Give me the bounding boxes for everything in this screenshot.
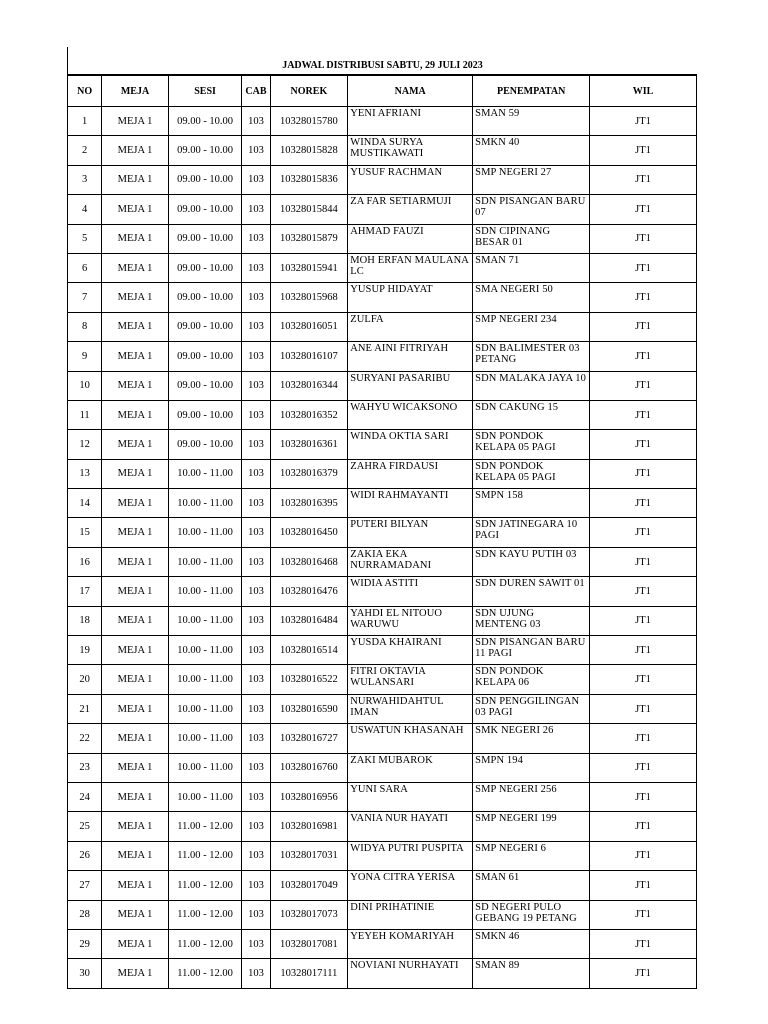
cell-meja: MEJA 1 xyxy=(102,459,169,488)
table-row xyxy=(68,900,697,929)
cell-wil: JT1 xyxy=(590,665,697,694)
cell-norek: 10328016981 xyxy=(270,812,348,841)
table-body xyxy=(68,107,697,989)
table-row xyxy=(68,165,697,194)
cell-no: 30 xyxy=(68,959,102,988)
cell-penempatan: SMA NEGERI 50 xyxy=(473,283,590,312)
cell-meja: MEJA 1 xyxy=(102,312,169,341)
cell-sesi: 10.00 - 11.00 xyxy=(168,665,242,694)
cell-penempatan: SDN PONDOK KELAPA 05 PAGI xyxy=(473,459,590,488)
cell-penempatan: SDN JATINEGARA 10 PAGI xyxy=(473,518,590,547)
cell-sesi: 09.00 - 10.00 xyxy=(168,165,242,194)
cell-norek: 10328015968 xyxy=(270,283,348,312)
cell-nama: YAHDI EL NITOUO WARUWU xyxy=(348,606,473,635)
cell-nama: DINI PRIHATINIE xyxy=(348,900,473,929)
cell-cab: 103 xyxy=(242,136,270,165)
cell-meja: MEJA 1 xyxy=(102,136,169,165)
cell-penempatan: SDN PISANGAN BARU 11 PAGI xyxy=(473,636,590,665)
cell-nama: YUSUP HIDAYAT xyxy=(348,283,473,312)
cell-meja: MEJA 1 xyxy=(102,107,169,136)
cell-wil: JT1 xyxy=(590,430,697,459)
cell-wil: JT1 xyxy=(590,577,697,606)
cell-norek: 10328016514 xyxy=(270,636,348,665)
cell-penempatan: SDN PENGGILINGAN 03 PAGI xyxy=(473,694,590,723)
cell-meja: MEJA 1 xyxy=(102,165,169,194)
cell-no: 19 xyxy=(68,636,102,665)
cell-meja: MEJA 1 xyxy=(102,577,169,606)
table-row xyxy=(68,371,697,400)
cell-wil: JT1 xyxy=(590,136,697,165)
table-row xyxy=(68,107,697,136)
cell-no: 23 xyxy=(68,753,102,782)
cell-penempatan: SDN CAKUNG 15 xyxy=(473,400,590,429)
cell-wil: JT1 xyxy=(590,371,697,400)
cell-no: 12 xyxy=(68,430,102,459)
cell-nama: NOVIANI NURHAYATI xyxy=(348,959,473,988)
cell-no: 8 xyxy=(68,312,102,341)
table-row xyxy=(68,871,697,900)
cell-nama: MOH ERFAN MAULANA LC xyxy=(348,253,473,282)
cell-no: 15 xyxy=(68,518,102,547)
cell-nama: WINDA SURYA MUSTIKAWATI xyxy=(348,136,473,165)
cell-wil: JT1 xyxy=(590,724,697,753)
cell-cab: 103 xyxy=(242,606,270,635)
cell-norek: 10328016450 xyxy=(270,518,348,547)
cell-norek: 10328016344 xyxy=(270,371,348,400)
cell-cab: 103 xyxy=(242,224,270,253)
table-row xyxy=(68,224,697,253)
cell-wil: JT1 xyxy=(590,518,697,547)
cell-norek: 10328016484 xyxy=(270,606,348,635)
header-norek: NOREK xyxy=(270,76,348,107)
cell-nama: VANIA NUR HAYATI xyxy=(348,812,473,841)
cell-cab: 103 xyxy=(242,665,270,694)
cell-wil: JT1 xyxy=(590,606,697,635)
cell-meja: MEJA 1 xyxy=(102,841,169,870)
cell-norek: 10328017049 xyxy=(270,871,348,900)
cell-sesi: 10.00 - 11.00 xyxy=(168,489,242,518)
table-row xyxy=(68,459,697,488)
cell-no: 1 xyxy=(68,107,102,136)
cell-cab: 103 xyxy=(242,694,270,723)
table-row xyxy=(68,283,697,312)
cell-nama: ZAKIA EKA NURRAMADANI xyxy=(348,547,473,576)
cell-wil: JT1 xyxy=(590,165,697,194)
cell-penempatan: SMP NEGERI 234 xyxy=(473,312,590,341)
cell-meja: MEJA 1 xyxy=(102,871,169,900)
cell-norek: 10328017081 xyxy=(270,929,348,958)
cell-meja: MEJA 1 xyxy=(102,547,169,576)
header-meja: MEJA xyxy=(102,76,169,107)
cell-sesi: 11.00 - 12.00 xyxy=(168,812,242,841)
header-penempatan: PENEMPATAN xyxy=(473,76,590,107)
cell-penempatan: SDN DUREN SAWIT 01 xyxy=(473,577,590,606)
cell-nama: YUSDA KHAIRANI xyxy=(348,636,473,665)
cell-nama: WIDYA PUTRI PUSPITA xyxy=(348,841,473,870)
cell-penempatan: SMK NEGERI 26 xyxy=(473,724,590,753)
cell-no: 9 xyxy=(68,342,102,371)
cell-wil: JT1 xyxy=(590,195,697,224)
table-row xyxy=(68,636,697,665)
table-row xyxy=(68,430,697,459)
cell-wil: JT1 xyxy=(590,812,697,841)
cell-sesi: 10.00 - 11.00 xyxy=(168,636,242,665)
cell-penempatan: SDN BALIMESTER 03 PETANG xyxy=(473,342,590,371)
cell-nama: AHMAD FAUZI xyxy=(348,224,473,253)
cell-no: 29 xyxy=(68,929,102,958)
cell-sesi: 10.00 - 11.00 xyxy=(168,577,242,606)
table-row xyxy=(68,136,697,165)
cell-no: 21 xyxy=(68,694,102,723)
cell-nama: FITRI OKTAVIA WULANSARI xyxy=(348,665,473,694)
cell-no: 18 xyxy=(68,606,102,635)
cell-wil: JT1 xyxy=(590,489,697,518)
cell-no: 3 xyxy=(68,165,102,194)
cell-wil: JT1 xyxy=(590,871,697,900)
cell-wil: JT1 xyxy=(590,342,697,371)
cell-penempatan: SMPN 194 xyxy=(473,753,590,782)
cell-cab: 103 xyxy=(242,753,270,782)
cell-no: 11 xyxy=(68,400,102,429)
cell-penempatan: SMAN 89 xyxy=(473,959,590,988)
cell-meja: MEJA 1 xyxy=(102,371,169,400)
cell-penempatan: SMAN 71 xyxy=(473,253,590,282)
cell-cab: 103 xyxy=(242,489,270,518)
cell-penempatan: SMP NEGERI 27 xyxy=(473,165,590,194)
cell-sesi: 11.00 - 12.00 xyxy=(168,841,242,870)
distribution-table xyxy=(67,75,697,989)
cell-no: 27 xyxy=(68,871,102,900)
cell-wil: JT1 xyxy=(590,929,697,958)
cell-cab: 103 xyxy=(242,900,270,929)
cell-norek: 10328016379 xyxy=(270,459,348,488)
cell-sesi: 11.00 - 12.00 xyxy=(168,871,242,900)
cell-no: 24 xyxy=(68,782,102,811)
cell-sesi: 09.00 - 10.00 xyxy=(168,253,242,282)
cell-sesi: 10.00 - 11.00 xyxy=(168,606,242,635)
cell-no: 5 xyxy=(68,224,102,253)
cell-cab: 103 xyxy=(242,107,270,136)
cell-norek: 10328015828 xyxy=(270,136,348,165)
cell-nama: WIDI RAHMAYANTI xyxy=(348,489,473,518)
table-row xyxy=(68,253,697,282)
cell-penempatan: SMP NEGERI 199 xyxy=(473,812,590,841)
cell-no: 16 xyxy=(68,547,102,576)
cell-meja: MEJA 1 xyxy=(102,224,169,253)
cell-nama: ZAHRA FIRDAUSI xyxy=(348,459,473,488)
cell-nama: YUSUF RACHMAN xyxy=(348,165,473,194)
cell-meja: MEJA 1 xyxy=(102,606,169,635)
cell-wil: JT1 xyxy=(590,107,697,136)
table-row xyxy=(68,400,697,429)
cell-norek: 10328017073 xyxy=(270,900,348,929)
cell-cab: 103 xyxy=(242,577,270,606)
cell-wil: JT1 xyxy=(590,900,697,929)
cell-norek: 10328016107 xyxy=(270,342,348,371)
cell-norek: 10328015879 xyxy=(270,224,348,253)
cell-wil: JT1 xyxy=(590,253,697,282)
cell-penempatan: SD NEGERI PULO GEBANG 19 PETANG xyxy=(473,900,590,929)
cell-no: 13 xyxy=(68,459,102,488)
cell-meja: MEJA 1 xyxy=(102,518,169,547)
cell-no: 2 xyxy=(68,136,102,165)
cell-no: 26 xyxy=(68,841,102,870)
cell-nama: SURYANI PASARIBU xyxy=(348,371,473,400)
header-sesi: SESI xyxy=(168,76,242,107)
cell-nama: WIDIA ASTITI xyxy=(348,577,473,606)
cell-norek: 10328015844 xyxy=(270,195,348,224)
cell-wil: JT1 xyxy=(590,224,697,253)
cell-cab: 103 xyxy=(242,342,270,371)
cell-nama: USWATUN KHASANAH xyxy=(348,724,473,753)
cell-no: 10 xyxy=(68,371,102,400)
cell-cab: 103 xyxy=(242,929,270,958)
table-row xyxy=(68,782,697,811)
cell-wil: JT1 xyxy=(590,312,697,341)
cell-cab: 103 xyxy=(242,165,270,194)
cell-norek: 10328016522 xyxy=(270,665,348,694)
cell-sesi: 09.00 - 10.00 xyxy=(168,224,242,253)
table-row xyxy=(68,342,697,371)
cell-wil: JT1 xyxy=(590,283,697,312)
cell-norek: 10328016361 xyxy=(270,430,348,459)
cell-cab: 103 xyxy=(242,812,270,841)
cell-sesi: 10.00 - 11.00 xyxy=(168,459,242,488)
cell-penempatan: SDN PONDOK KELAPA 06 xyxy=(473,665,590,694)
cell-norek: 10328016395 xyxy=(270,489,348,518)
cell-nama: NURWAHIDAHTUL IMAN xyxy=(348,694,473,723)
cell-sesi: 09.00 - 10.00 xyxy=(168,430,242,459)
cell-meja: MEJA 1 xyxy=(102,342,169,371)
cell-meja: MEJA 1 xyxy=(102,694,169,723)
table-header-row xyxy=(68,76,697,107)
header-wil: WIL xyxy=(590,76,697,107)
cell-norek: 10328016051 xyxy=(270,312,348,341)
cell-nama: WINDA OKTIA SARI xyxy=(348,430,473,459)
cell-penempatan: SMKN 46 xyxy=(473,929,590,958)
cell-nama: YONA CITRA YERISA xyxy=(348,871,473,900)
cell-sesi: 10.00 - 11.00 xyxy=(168,724,242,753)
cell-sesi: 10.00 - 11.00 xyxy=(168,694,242,723)
cell-wil: JT1 xyxy=(590,782,697,811)
cell-meja: MEJA 1 xyxy=(102,753,169,782)
cell-no: 17 xyxy=(68,577,102,606)
cell-nama: ZA FAR SETIARMUJI xyxy=(348,195,473,224)
cell-norek: 10328016760 xyxy=(270,753,348,782)
table-row xyxy=(68,312,697,341)
cell-sesi: 09.00 - 10.00 xyxy=(168,342,242,371)
cell-meja: MEJA 1 xyxy=(102,900,169,929)
cell-sesi: 09.00 - 10.00 xyxy=(168,195,242,224)
cell-sesi: 09.00 - 10.00 xyxy=(168,371,242,400)
cell-penempatan: SDN CIPINANG BESAR 01 xyxy=(473,224,590,253)
page-title: JADWAL DISTRIBUSI SABTU, 29 JULI 2023 xyxy=(67,47,697,75)
header-nama: NAMA xyxy=(348,76,473,107)
cell-cab: 103 xyxy=(242,871,270,900)
cell-cab: 103 xyxy=(242,253,270,282)
cell-cab: 103 xyxy=(242,724,270,753)
cell-nama: ZAKI MUBAROK xyxy=(348,753,473,782)
table-row xyxy=(68,518,697,547)
cell-meja: MEJA 1 xyxy=(102,283,169,312)
cell-sesi: 11.00 - 12.00 xyxy=(168,929,242,958)
cell-norek: 10328016727 xyxy=(270,724,348,753)
cell-meja: MEJA 1 xyxy=(102,812,169,841)
cell-cab: 103 xyxy=(242,636,270,665)
cell-cab: 103 xyxy=(242,841,270,870)
cell-penempatan: SMKN 40 xyxy=(473,136,590,165)
table-row xyxy=(68,753,697,782)
cell-penempatan: SDN PONDOK KELAPA 05 PAGI xyxy=(473,430,590,459)
cell-cab: 103 xyxy=(242,283,270,312)
cell-cab: 103 xyxy=(242,959,270,988)
cell-meja: MEJA 1 xyxy=(102,929,169,958)
cell-no: 25 xyxy=(68,812,102,841)
cell-wil: JT1 xyxy=(590,753,697,782)
table-row xyxy=(68,606,697,635)
cell-cab: 103 xyxy=(242,400,270,429)
cell-penempatan: SDN MALAKA JAYA 10 xyxy=(473,371,590,400)
cell-cab: 103 xyxy=(242,782,270,811)
cell-sesi: 11.00 - 12.00 xyxy=(168,959,242,988)
cell-nama: YUNI SARA xyxy=(348,782,473,811)
cell-penempatan: SDN PISANGAN BARU 07 xyxy=(473,195,590,224)
cell-norek: 10328015780 xyxy=(270,107,348,136)
cell-nama: PUTERI BILYAN xyxy=(348,518,473,547)
table-row xyxy=(68,665,697,694)
cell-wil: JT1 xyxy=(590,636,697,665)
table-row xyxy=(68,959,697,988)
cell-norek: 10328016956 xyxy=(270,782,348,811)
cell-penempatan: SDN KAYU PUTIH 03 xyxy=(473,547,590,576)
cell-cab: 103 xyxy=(242,518,270,547)
cell-sesi: 09.00 - 10.00 xyxy=(168,136,242,165)
cell-norek: 10328016590 xyxy=(270,694,348,723)
cell-norek: 10328015941 xyxy=(270,253,348,282)
cell-penempatan: SMP NEGERI 6 xyxy=(473,841,590,870)
table-row xyxy=(68,547,697,576)
cell-sesi: 10.00 - 11.00 xyxy=(168,547,242,576)
cell-sesi: 11.00 - 12.00 xyxy=(168,900,242,929)
cell-cab: 103 xyxy=(242,459,270,488)
cell-sesi: 10.00 - 11.00 xyxy=(168,782,242,811)
cell-cab: 103 xyxy=(242,312,270,341)
table-row xyxy=(68,195,697,224)
table-row xyxy=(68,694,697,723)
cell-no: 14 xyxy=(68,489,102,518)
cell-sesi: 09.00 - 10.00 xyxy=(168,283,242,312)
cell-nama: WAHYU WICAKSONO xyxy=(348,400,473,429)
cell-meja: MEJA 1 xyxy=(102,253,169,282)
cell-penempatan: SMP NEGERI 256 xyxy=(473,782,590,811)
cell-penempatan: SMAN 59 xyxy=(473,107,590,136)
table-row xyxy=(68,929,697,958)
cell-meja: MEJA 1 xyxy=(102,489,169,518)
cell-cab: 103 xyxy=(242,371,270,400)
cell-no: 20 xyxy=(68,665,102,694)
table-row xyxy=(68,724,697,753)
cell-wil: JT1 xyxy=(590,400,697,429)
cell-cab: 103 xyxy=(242,430,270,459)
cell-sesi: 09.00 - 10.00 xyxy=(168,107,242,136)
cell-meja: MEJA 1 xyxy=(102,430,169,459)
cell-penempatan: SMAN 61 xyxy=(473,871,590,900)
cell-norek: 10328015836 xyxy=(270,165,348,194)
table-row xyxy=(68,841,697,870)
cell-norek: 10328016468 xyxy=(270,547,348,576)
cell-no: 28 xyxy=(68,900,102,929)
cell-no: 22 xyxy=(68,724,102,753)
cell-meja: MEJA 1 xyxy=(102,724,169,753)
cell-meja: MEJA 1 xyxy=(102,636,169,665)
table-row xyxy=(68,577,697,606)
distribution-sheet xyxy=(67,47,697,989)
table-row xyxy=(68,489,697,518)
cell-wil: JT1 xyxy=(590,959,697,988)
cell-wil: JT1 xyxy=(590,694,697,723)
header-cab: CAB xyxy=(242,76,270,107)
cell-sesi: 09.00 - 10.00 xyxy=(168,400,242,429)
cell-meja: MEJA 1 xyxy=(102,665,169,694)
cell-wil: JT1 xyxy=(590,547,697,576)
cell-norek: 10328016476 xyxy=(270,577,348,606)
cell-nama: ZULFA xyxy=(348,312,473,341)
cell-nama: ANE AINI FITRIYAH xyxy=(348,342,473,371)
cell-sesi: 10.00 - 11.00 xyxy=(168,753,242,782)
cell-norek: 10328016352 xyxy=(270,400,348,429)
cell-sesi: 10.00 - 11.00 xyxy=(168,518,242,547)
cell-nama: YEYEH KOMARIYAH xyxy=(348,929,473,958)
cell-cab: 103 xyxy=(242,195,270,224)
cell-sesi: 09.00 - 10.00 xyxy=(168,312,242,341)
cell-penempatan: SMPN 158 xyxy=(473,489,590,518)
cell-no: 7 xyxy=(68,283,102,312)
cell-meja: MEJA 1 xyxy=(102,959,169,988)
cell-meja: MEJA 1 xyxy=(102,195,169,224)
cell-wil: JT1 xyxy=(590,459,697,488)
cell-meja: MEJA 1 xyxy=(102,782,169,811)
cell-norek: 10328017111 xyxy=(270,959,348,988)
cell-cab: 103 xyxy=(242,547,270,576)
cell-penempatan: SDN UJUNG MENTENG 03 xyxy=(473,606,590,635)
cell-meja: MEJA 1 xyxy=(102,400,169,429)
cell-no: 6 xyxy=(68,253,102,282)
cell-norek: 10328017031 xyxy=(270,841,348,870)
table-row xyxy=(68,812,697,841)
header-no: NO xyxy=(68,76,102,107)
cell-wil: JT1 xyxy=(590,841,697,870)
cell-nama: YENI AFRIANI xyxy=(348,107,473,136)
cell-no: 4 xyxy=(68,195,102,224)
